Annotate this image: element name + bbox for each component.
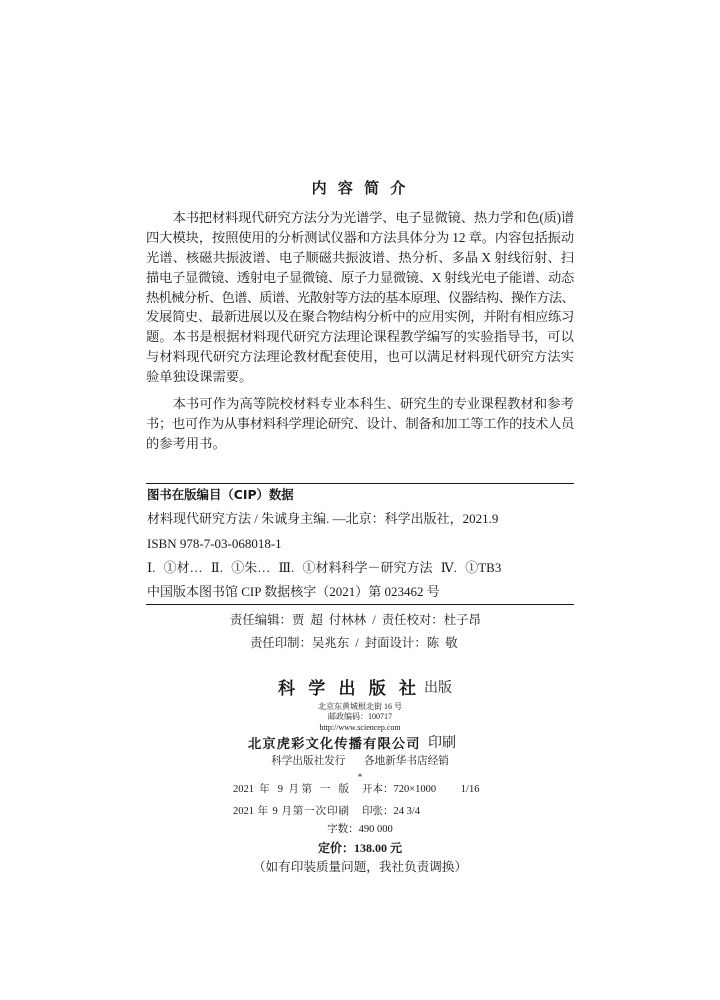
printed-sheets: 印张：24 3/4 <box>362 806 421 817</box>
cip-bottom-divider <box>146 604 574 605</box>
cip-isbn-line: ISBN 978-7-03-068018-1 <box>147 535 282 551</box>
printer-role: 印刷 <box>428 736 456 751</box>
summary-line: 热机械分析、色谱、质谱、光散射等方法的基本原理、仪器结构、操作方法、 <box>146 289 574 305</box>
publisher-postcode: 邮政编码：100717 <box>328 712 392 721</box>
summary-line: 光谱、核磁共振波谱、电子顺磁共振波谱、热分析、多晶 X 射线衍射、扫 <box>146 249 574 265</box>
production-credits: 责任印制：吴兆东 / 封面设计：陈 敬 <box>250 636 458 650</box>
edition-row <box>233 782 479 798</box>
publisher-website: http://www.sciencep.com <box>319 723 401 732</box>
distribution-line: 科学出版社发行 各地新华书店经销 <box>271 756 449 767</box>
quality-notice: （如有印装质量问题，我社负责调换） <box>252 860 468 874</box>
word-count: 字数：490 000 <box>327 824 393 835</box>
publisher-role: 出版 <box>424 681 452 696</box>
cip-record-line: 中国版本图书馆 CIP 数据核字（2021）第 023462 号 <box>147 584 440 599</box>
publisher-address: 北京东黄城根北街 16 号 <box>318 702 402 711</box>
summary-line: 本书可作为高等院校材料专业本科生、研究生的专业课程教材和参考 <box>172 396 574 411</box>
separator-asterisk: * <box>357 772 363 782</box>
summary-line: 描电子显微镜、透射电子显微镜、原子力显微镜、X 射线光电子能谱、动态 <box>146 269 574 285</box>
printing-row <box>233 804 420 820</box>
price: 定价：138.00 元 <box>317 841 402 855</box>
summary-title: 内 容 简 介 <box>311 179 409 197</box>
summary-line: 题。本书是根据材料现代研究方法理论课程教学编写的实验指导书，可以 <box>146 329 574 345</box>
edition-date: 2021 年 9 月第 一 版 <box>233 784 349 795</box>
summary-line: 的参考用书。 <box>146 435 226 451</box>
cip-title-line: 材料现代研究方法 / 朱诚身主编. —北京：科学出版社，2021.9 <box>147 511 499 527</box>
cip-classification-line: Ⅰ. ①材… Ⅱ. ①朱… Ⅲ. ①材料科学－研究方法 Ⅳ. ①TB3 <box>147 559 502 575</box>
summary-line: 本书把材料现代研究方法分为光谱学、电子显微镜、热力学和色(质)谱 <box>172 210 574 225</box>
summary-paragraph <box>146 208 574 387</box>
cip-heading: 图书在版编目（CIP）数据 <box>147 487 294 502</box>
cip-block <box>147 483 501 604</box>
publisher-name: 科 学 出 版 社 <box>278 679 421 698</box>
printing-date: 2021 年 9 月第一次印刷 <box>233 806 349 817</box>
summary-paragraph <box>146 394 574 454</box>
summary-line: 四大模块，按照使用的分析测试仪器和方法具体分为 12 章。内容包括振动 <box>146 229 574 245</box>
printer-name: 北京虎彩文化传播有限公司 <box>248 736 421 751</box>
summary-line: 书；也可作为从事材料科学理论研究、设计、制备和加工等工作的技术人员 <box>146 415 574 431</box>
summary-line: 与材料现代研究方法理论教材配套使用，也可以满足材料现代研究方法实 <box>146 349 574 365</box>
editorial-credits: 责任编辑：贾 超 付林林 / 责任校对：杜子昂 <box>230 613 481 627</box>
summary-line: 验单独设课需要。 <box>146 369 253 385</box>
summary-line: 发展简史、最新进展以及在聚合物结构分析中的应用实例，并附有相应练习 <box>146 309 574 325</box>
book-format: 开本：720×1000 1/16 <box>362 784 480 795</box>
